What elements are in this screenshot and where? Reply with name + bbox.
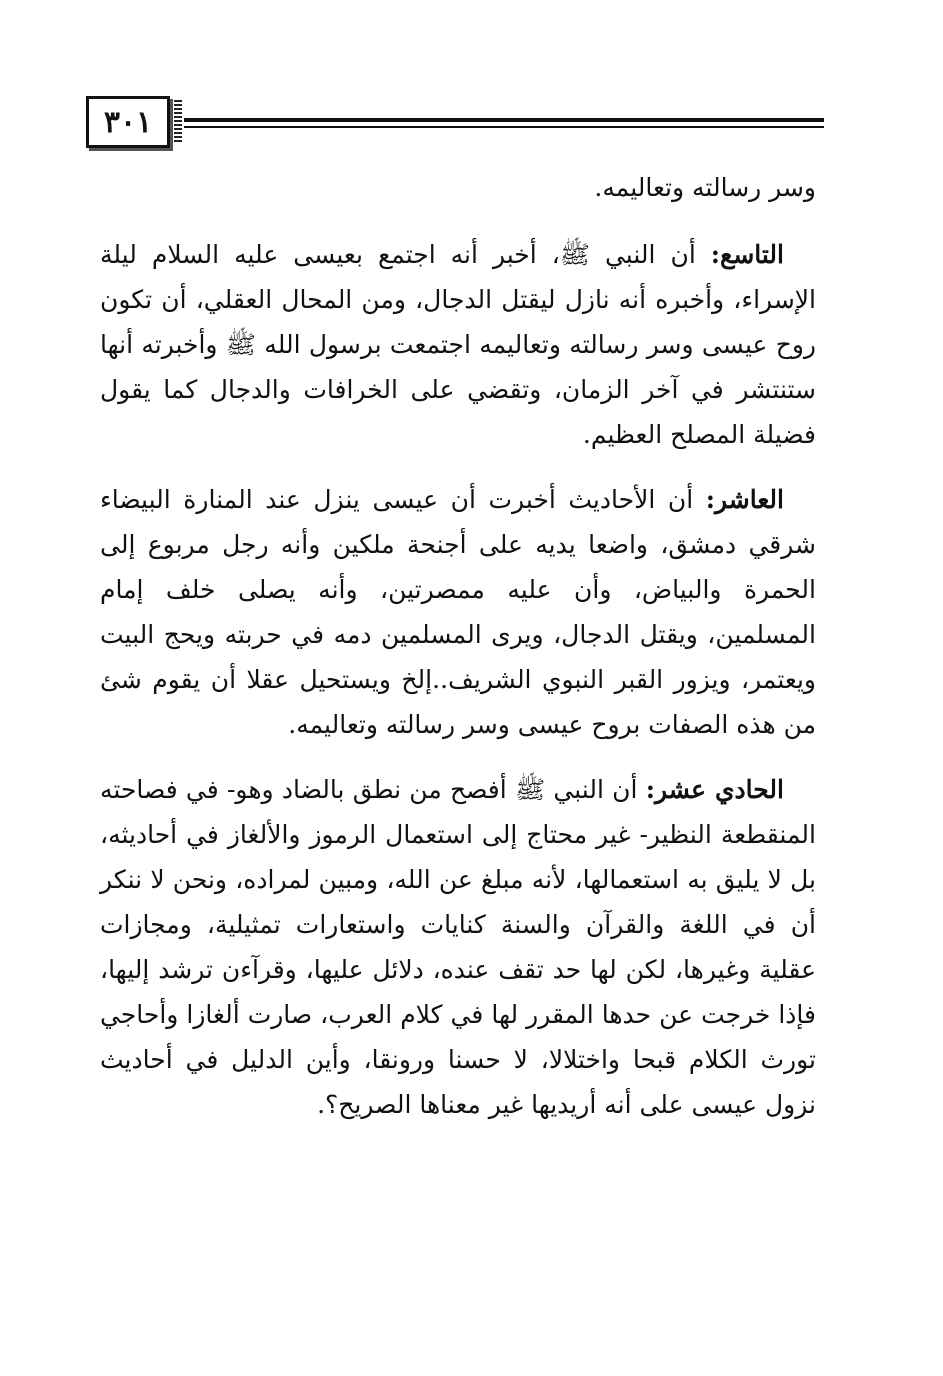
page-header bbox=[86, 96, 824, 150]
paragraph-heading: التاسع: bbox=[710, 240, 784, 269]
paragraph-heading: الحادي عشر: bbox=[645, 775, 784, 804]
header-rule-thin bbox=[184, 126, 824, 128]
paragraph-text: وسر رسالته وتعاليمه. bbox=[594, 173, 816, 202]
paragraph-continuation bbox=[100, 165, 816, 210]
paragraph-ninth bbox=[100, 232, 816, 457]
header-rule-thick bbox=[184, 118, 824, 122]
paragraph-heading: العاشر: bbox=[705, 485, 784, 514]
paragraph-eleventh bbox=[100, 767, 816, 1127]
paragraph-text: أن النبي ﷺ أفصح من نطق بالضاد وهو- في فصاحته المنقطعة النظير- غير محتاج إلى استعمال الرموز والألغاز في أحاديثه، بل لا يليق به استعمالها، لأنه مبلغ عن الله، ومبين لمراده، ونحن لا ننكر أن في اللغة والقرآن والسنة كنايات واستعارات تمثيلية، ومجازات عقلية وغيرها، لكن لها حد تقف عنده، دلائل عليها، وقرآءن ترشد إليها، فإذا خرجت عن حدها المقرر لها في كلام العرب، صارت ألغازا وأحاجي تورث الكلام قبحا واختلالا، لا حسنا ورونقا، وأين الدليل في أحاديث نزول عيسى على أنه أريديها غير معناها الصريح؟. bbox=[100, 775, 816, 1119]
page-body bbox=[100, 165, 816, 1147]
page-number: ٣٠١ bbox=[86, 96, 170, 148]
paragraph-tenth bbox=[100, 477, 816, 747]
paragraph-text: أن النبي ﷺ، أخبر أنه اجتمع بعيسى عليه السلام ليلة الإسراء، وأخبره أنه نازل ليقتل الدجال، ومن المحال العقلي، أن تكون روح عيسى وسر رسالته وتعاليمه اجتمعت برسول الله ﷺ وأخبرته أنها ستنتشر في آخر الزمان، وتقضي على الخرافات والدجال كما يقول فضيلة المصلح العظيم. bbox=[100, 240, 816, 449]
header-ornament bbox=[174, 100, 182, 144]
paragraph-text: أن الأحاديث أخبرت أن عيسى ينزل عند المنارة البيضاء شرقي دمشق، واضعا يديه على أجنحة ملكين وأنه رجل مربوع إلى الحمرة والبياض، وأن عليه ممصرتين، وأنه يصلى خلف إمام المسلمين، ويقتل الدجال، ويرى المسلمين دمه في حربته ويحج البيت ويعتمر، ويزور القبر النبوي الشريف..إلخ ويستحيل عقلا أن يقوم شئ من هذه الصفات بروح عيسى وسر رسالته وتعاليمه. bbox=[100, 485, 816, 739]
